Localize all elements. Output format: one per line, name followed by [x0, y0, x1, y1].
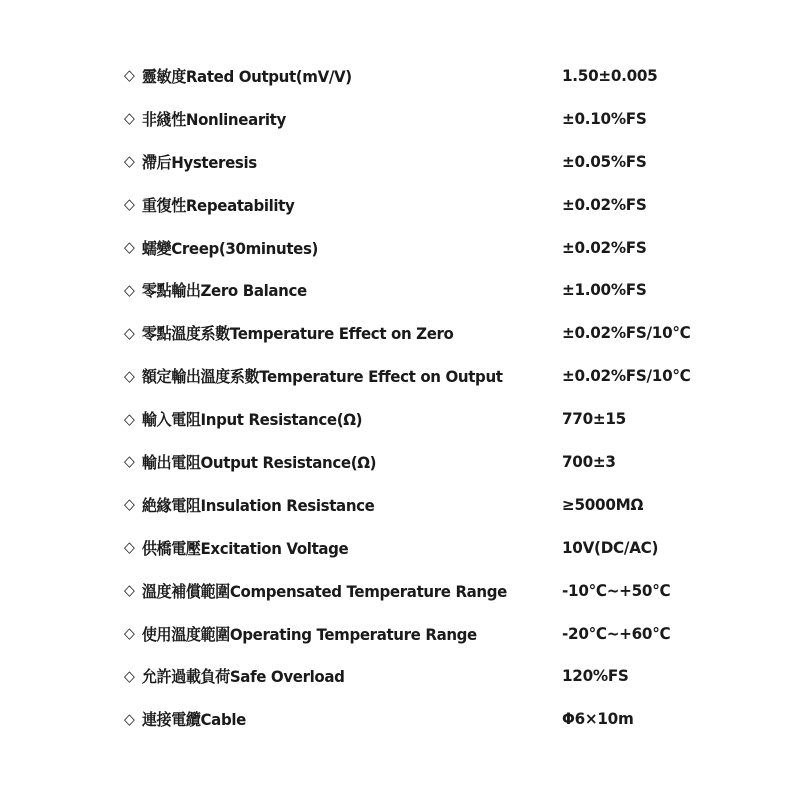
diamond-bullet-icon: ◇	[124, 66, 135, 85]
spec-label-text: 額定輸出溫度系數Temperature Effect on Output	[141, 367, 503, 387]
spec-row-9	[124, 397, 724, 440]
spec-row-2	[124, 97, 724, 140]
spec-label	[124, 311, 454, 354]
spec-label	[124, 397, 362, 440]
spec-value: ±0.10%FS	[562, 108, 647, 128]
spec-row-12	[124, 526, 724, 569]
spec-value: 700±3	[562, 451, 616, 471]
spec-list	[124, 54, 724, 740]
spec-label-text: 連接電纜Cable	[141, 710, 246, 730]
spec-label-text: 重復性Repeatability	[141, 195, 295, 215]
spec-label-text: 零點輸出Zero Balance	[141, 281, 307, 301]
diamond-bullet-icon: ◇	[124, 366, 135, 385]
diamond-bullet-icon: ◇	[124, 238, 135, 256]
spec-value: ±0.02%FS/10℃	[562, 323, 691, 343]
spec-label	[124, 654, 345, 697]
spec-row-6	[124, 268, 724, 311]
spec-label	[124, 54, 352, 97]
spec-label	[124, 483, 375, 526]
spec-row-14	[124, 612, 724, 655]
spec-value: 10V(DC/AC)	[562, 537, 659, 557]
diamond-bullet-icon: ◇	[124, 581, 135, 600]
spec-row-3	[124, 140, 724, 183]
spec-label-text: 零點溫度系數Temperature Effect on Zero	[141, 324, 454, 344]
spec-label-text: 絶緣電阻Insulation Resistance	[141, 495, 375, 515]
diamond-bullet-icon: ◇	[124, 452, 135, 471]
spec-value: -10℃~+50℃	[562, 580, 671, 600]
spec-value: ±1.00%FS	[562, 280, 647, 300]
diamond-bullet-icon: ◇	[124, 195, 135, 214]
diamond-bullet-icon: ◇	[124, 624, 135, 643]
spec-label-text: 輸出電阻Output Resistance(Ω)	[141, 452, 377, 472]
diamond-bullet-icon: ◇	[124, 495, 135, 514]
spec-label-text: 溫度補償範圍Compensated Temperature Range	[141, 581, 507, 601]
spec-row-4	[124, 183, 724, 226]
spec-label-text: 使用溫度範圍Operating Temperature Range	[141, 624, 477, 644]
spec-label-text: 供橋電壓Excitation Voltage	[141, 538, 349, 558]
diamond-bullet-icon: ◇	[124, 323, 135, 342]
spec-label	[124, 268, 307, 311]
spec-label	[124, 183, 294, 226]
diamond-bullet-icon: ◇	[124, 409, 135, 428]
spec-value: -20℃~+60℃	[562, 623, 671, 643]
spec-label	[124, 140, 257, 183]
spec-label	[124, 97, 286, 140]
diamond-bullet-icon: ◇	[124, 538, 135, 557]
spec-label-text: 允許過載負荷Safe Overload	[141, 667, 345, 687]
spec-value: 770±15	[562, 409, 626, 429]
spec-row-13	[124, 569, 724, 612]
spec-row-7	[124, 311, 724, 354]
spec-value: Φ6×10m	[562, 709, 634, 729]
spec-label	[124, 226, 318, 269]
spec-label	[124, 354, 503, 397]
spec-row-15	[124, 654, 724, 697]
spec-label-text: 蠕變Creep(30minutes)	[141, 238, 319, 258]
spec-row-16	[124, 697, 724, 740]
spec-value: ±0.02%FS/10℃	[562, 366, 691, 386]
diamond-bullet-icon: ◇	[124, 709, 135, 728]
spec-label	[124, 526, 348, 569]
diamond-bullet-icon: ◇	[124, 280, 135, 299]
spec-row-1	[124, 54, 724, 97]
spec-label-text: 輸入電阻Input Resistance(Ω)	[141, 410, 363, 430]
spec-value: 1.50±0.005	[562, 65, 658, 85]
spec-value: ±0.02%FS	[562, 237, 647, 257]
spec-value: 120%FS	[562, 666, 629, 686]
diamond-bullet-icon: ◇	[124, 152, 135, 171]
spec-label	[124, 569, 507, 612]
spec-label-text: 靈敏度Rated Output(mV/V)	[141, 66, 352, 86]
spec-row-10	[124, 440, 724, 483]
spec-value: ±0.02%FS	[562, 194, 647, 214]
spec-row-5	[124, 226, 724, 269]
spec-label	[124, 697, 246, 740]
diamond-bullet-icon: ◇	[124, 109, 135, 128]
spec-value: ±0.05%FS	[562, 151, 647, 171]
spec-label	[124, 612, 477, 655]
spec-label	[124, 440, 376, 483]
diamond-bullet-icon: ◇	[124, 666, 135, 685]
spec-label-text: 非綫性Nonlinearity	[141, 109, 286, 129]
spec-value: ≥5000MΩ	[562, 494, 644, 514]
spec-row-11	[124, 483, 724, 526]
spec-label-text: 滯后Hysteresis	[141, 152, 257, 172]
spec-row-8	[124, 354, 724, 397]
